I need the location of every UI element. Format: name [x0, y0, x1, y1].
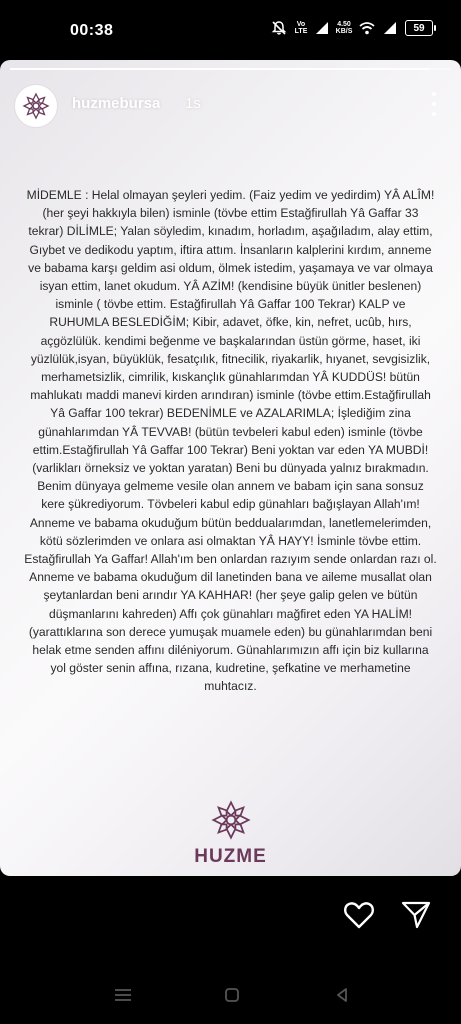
- bell-off-icon: [271, 20, 287, 36]
- brand-block: [0, 798, 461, 868]
- heart-icon[interactable]: [343, 900, 375, 935]
- signal-icon: [315, 21, 329, 35]
- wifi-icon: [359, 21, 375, 35]
- story-header: [14, 84, 447, 128]
- huzme-logo-icon: [21, 91, 51, 121]
- avatar[interactable]: [14, 84, 58, 128]
- network-speed: 4.50 KB/S: [335, 21, 353, 35]
- story-actions: [343, 900, 431, 935]
- status-time: 00:38: [70, 22, 114, 39]
- system-nav-bar: [0, 980, 461, 1010]
- story-body-text: MİDEMLE : Helal olmayan şeyleri yedim. (Faiz yedim ve yedirdim) YÂ ALÎM! (her şeyi hakkıyla bilen) isminle (tövbe ettim Estağfirullah Yâ Gaffar 33 tekrar) DİLİMLE; Yalan söyledim, kınadım, horladım, aşağıladım, alay ettim, Gıybet ve dedikodu yaptım, iftira attım. İnsanların kalplerini kırdım, anneme ve babama karşı geldim asi oldum, ölmek istedim, yaşamaya ve var olmaya isyan ettim, lanet okudum. YÂ AZİM! (kendisine büyük ünitler beslenen) isminle ( tövbe ettim. Estağfirullah Yâ Gaffar 100 Tekrar) KALP ve RUHUMLA BESLEDİĞİM; Kibir, adavet, öfke, kin, nefret, ucûb, hırs, açgözlülük. kendimi beğenme ve başkalarından üstün görme, haset, iki yüzlülük,isyan, büyüklük, fesatçılık, fitnecilik, riyakarlik, hıyanet, sevgisizlik, merhametsizlik, cimrilik, kıskançlık günahlarımdan YÂ KUDDÜS! bütün mahlukatı maddi manevi kirden arındıran) isminle (tövbe ettim.Estağfirullah Yâ Gaffar 100 tekrar) BEDENİMLE ve AZALARIMLA; İşlediğim zina günahlarımdan YÂ TEVVAB! (bütün tevbeleri kabul eden) isminle (tövbe ettim.Estağfirullah Yâ Gaffar 100 Tekrar) Beni yoktan var eden YA MUBDİ! (varlikları örneksiz ve yoktan yaratan) Beni bu dünyada yalnız bırakmadın. Benim dünyaya gelmeme vesile olan annem ve babam için sana sonsuz kere şükrediyorum. Tövbeleri kabul edip günahları bağışlayan Allah'ım! Anneme ve babama okuduğum bütün beddualarımdan, lanetlemelerimden, kötü sözlerimden ve onlara asi olmaktan YÂ HAYY! İsminle tövbe ettim. Estağfirullah Ya Gaffar! Allah'ım ben onlardan razıyım sende onlardan razı ol. Anneme ve babama okuduğum dil lanetinden bana ve aileme musallat olan şeytanlardan beni arındır YA KAHHAR! (her şeye galip gelen ve bütün düşmanlarını kahreden) Affı çok günahları mağfiret eden YA HALİM! (yarattıklarına son derece yumuşak muamele eden) bu günahlarımdan beni helak etme senden affını diléniyorum. Günahlarımızın affı için biz kullarına yol göster senin affına, rızana, kudretine, şefkatine ve merhametine muhtacız.: [24, 188, 437, 694]
- story-card[interactable]: [0, 60, 461, 876]
- story-progress-bar: [10, 68, 451, 70]
- send-icon[interactable]: [401, 900, 431, 935]
- volte-label: Vo LTE: [294, 21, 308, 35]
- battery-icon: [405, 20, 433, 36]
- status-bar: [0, 0, 461, 60]
- battery-level: 59: [413, 22, 425, 34]
- story-time: 1s: [185, 95, 201, 112]
- brand-name: HUZME: [194, 846, 267, 867]
- story-progress-fill: [10, 68, 429, 70]
- more-vertical-icon[interactable]: [431, 92, 437, 116]
- status-icons: [271, 20, 433, 36]
- signal-icon-2: [383, 21, 397, 35]
- back-triangle-icon[interactable]: [334, 987, 350, 1008]
- square-icon[interactable]: [224, 987, 240, 1008]
- story-username[interactable]: huzmebursa: [72, 95, 161, 112]
- huzme-logo-icon: [209, 798, 253, 842]
- menu-icon[interactable]: [114, 987, 132, 1008]
